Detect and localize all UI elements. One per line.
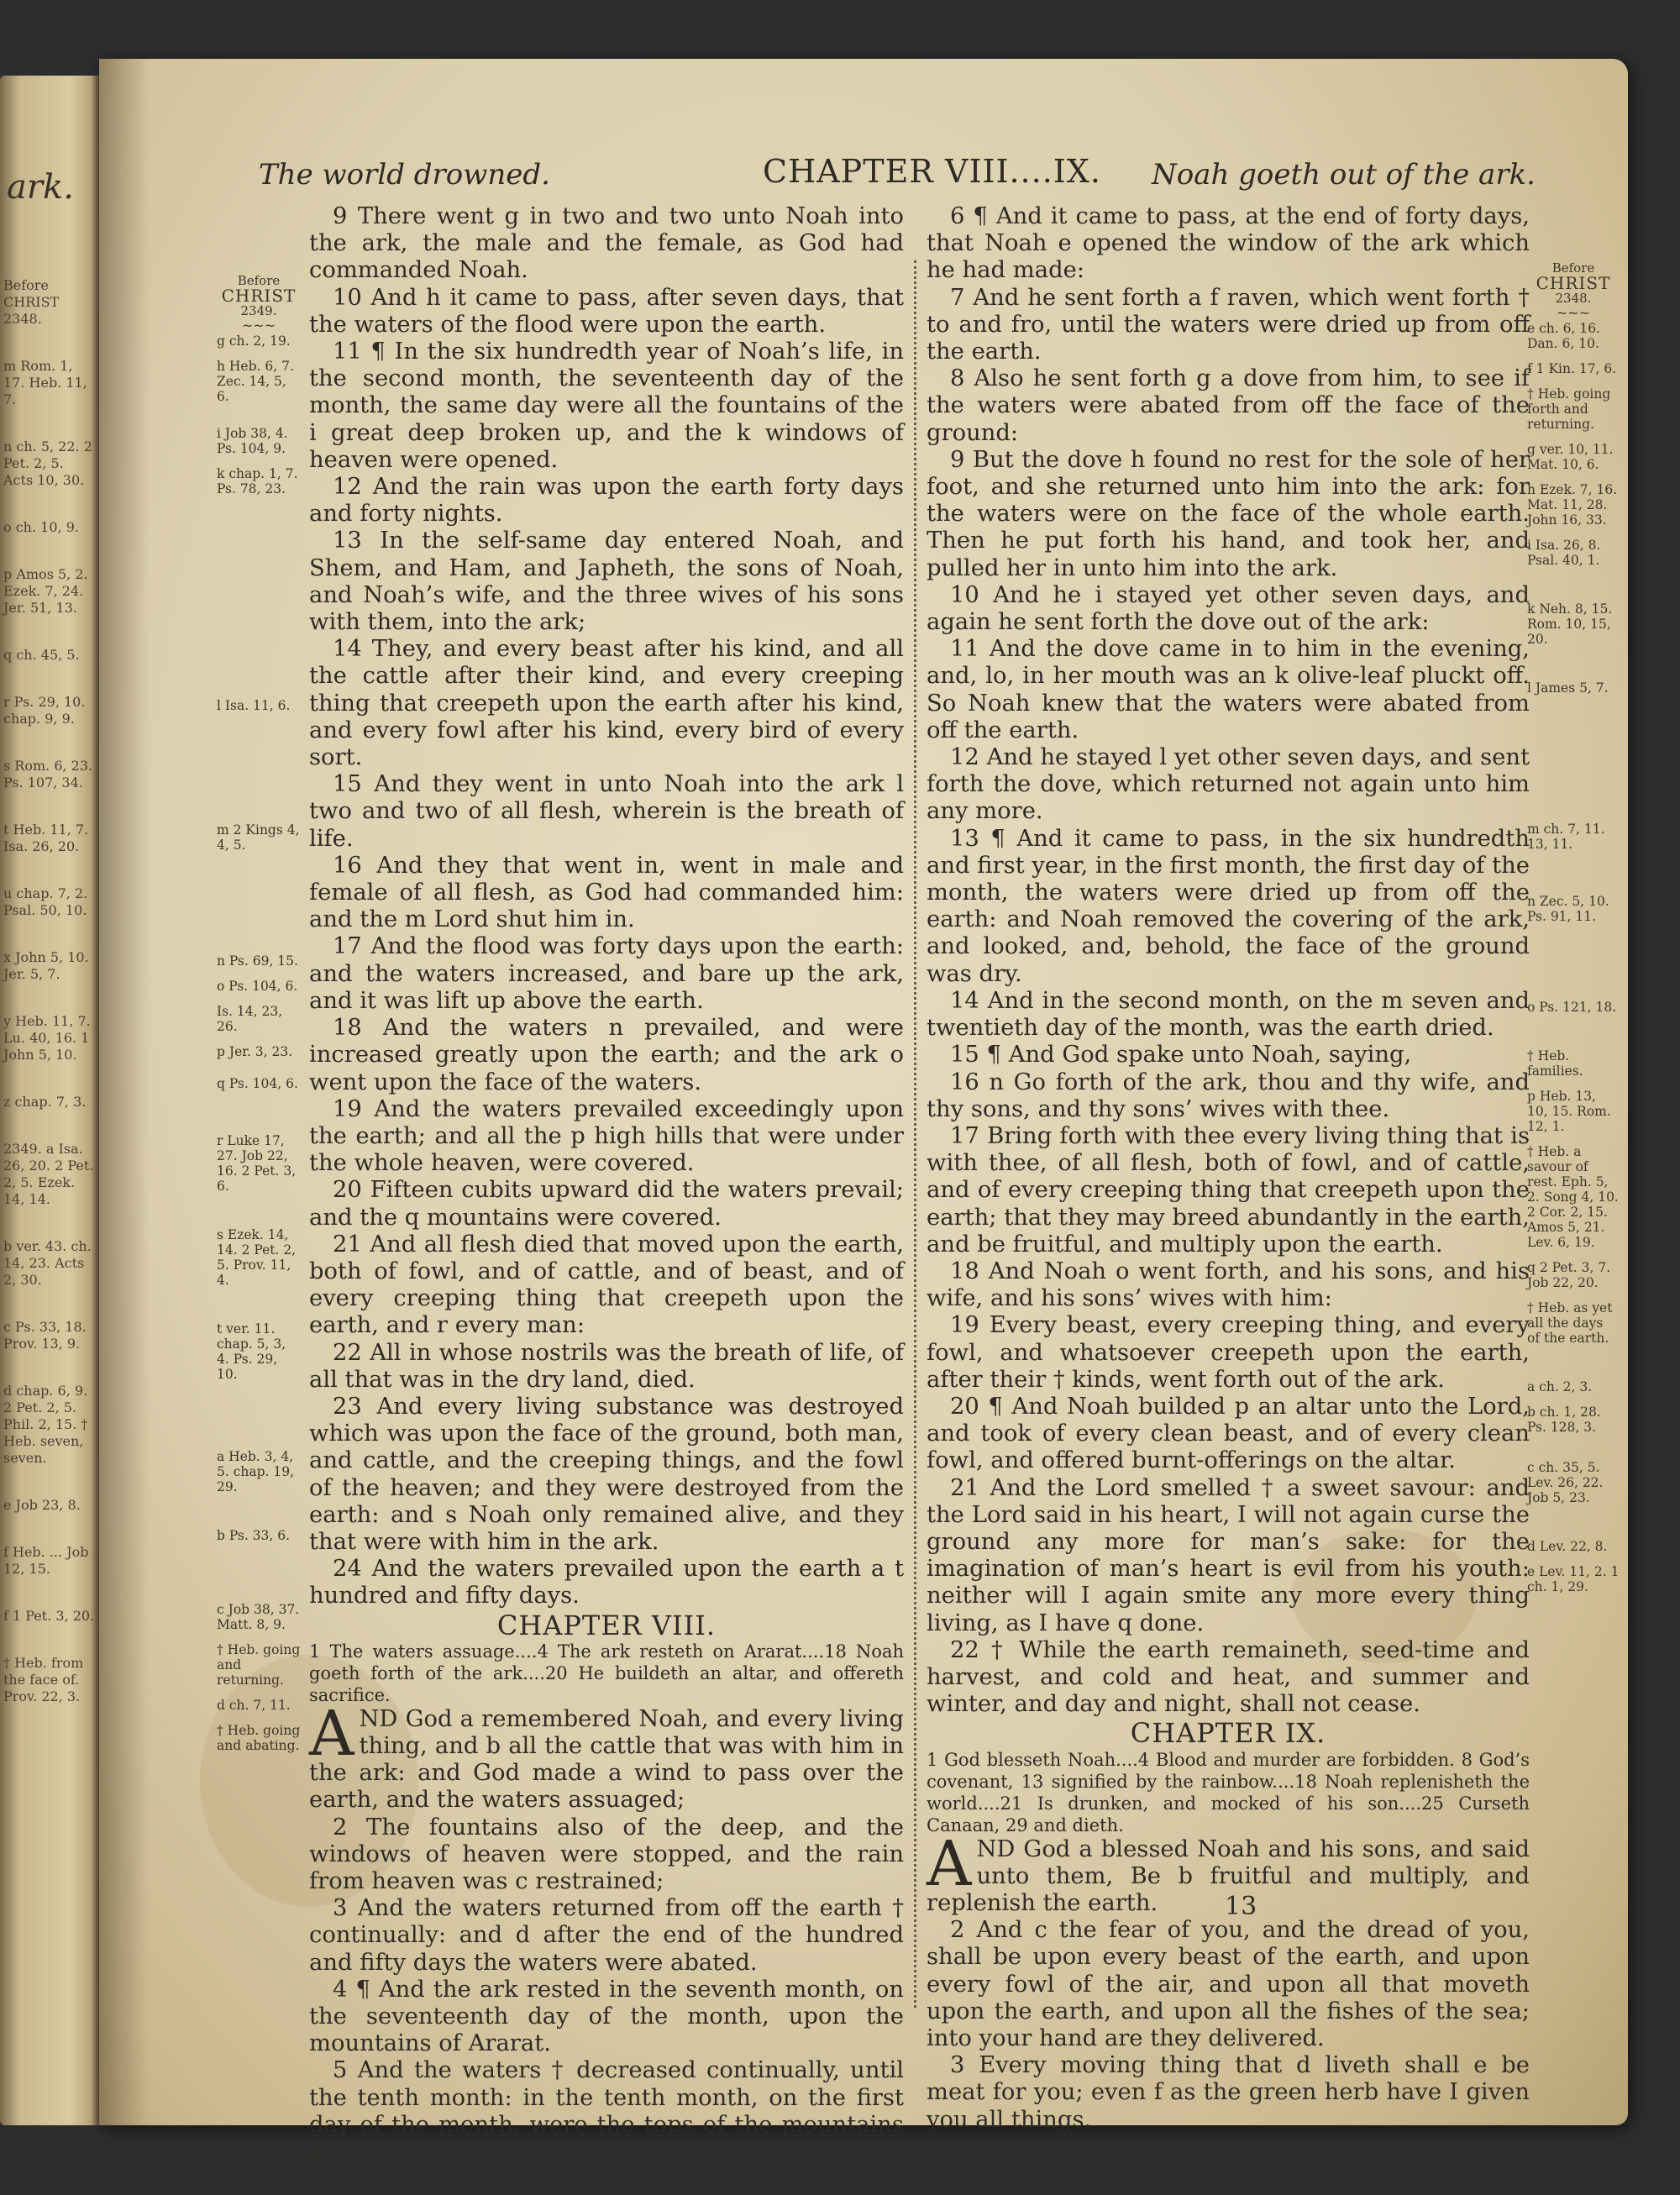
- before-christ-label: Before CHRIST 2349. ~~~: [217, 273, 301, 333]
- margin-note: q 2 Pet. 3, 7. Job 22, 20.: [1527, 1260, 1611, 1290]
- verse: 3 And the waters returned from off the earth † continually: and d after the end of the hundred and fifty days the waters were abated.: [309, 1895, 904, 1976]
- prev-note: x John 5, 10. Jer. 5, 7.: [3, 949, 89, 982]
- previous-page-notes: [3, 277, 96, 1736]
- running-head: [99, 153, 1628, 200]
- right-text-column: [927, 203, 1530, 2134]
- verse: 12 And he stayed l yet other seven days, and sent forth the dove, which returned not again unto him any more.: [927, 744, 1530, 825]
- prev-note: t Heb. 11, 7. Isa. 26, 20.: [3, 822, 89, 854]
- chapter-9-summary: 1 God blesseth Noah....4 Blood and murder are forbidden. 8 God’s covenant, 13 signified by the rainbow....18 Noah replenisheth the world....21 Is drunken, and mocked of his son....25 Curseth Canaan, 29 and dieth.: [927, 1749, 1530, 1835]
- verse: 10 And h it came to pass, after seven days, that the waters of the flood were upon the earth.: [309, 284, 904, 338]
- margin-note: f 1 Kin. 17, 6.: [1527, 361, 1617, 376]
- verse: 2 And c the fear of you, and the dread of you, shall be upon every beast of the earth, and upon every fowl of the air, and upon all that moveth upon the earth, and upon all the fishes of the sea; into your hand are they delivered.: [927, 1917, 1530, 2051]
- prev-note: n ch. 5, 22. 2 Pet. 2, 5. Acts 10, 30.: [3, 438, 92, 488]
- verse: 24 And the waters prevailed upon the earth a t hundred and fifty days.: [309, 1556, 904, 1609]
- verse: 14 And in the second month, on the m seven and twentieth day of the month, was the earth dried.: [927, 987, 1530, 1042]
- margin-note: c ch. 35, 5. Lev. 26, 22. Job 5, 23.: [1527, 1460, 1604, 1505]
- verse: 19 And the waters prevailed exceedingly upon the earth; and all the p high hills that were under the whole heaven, were covered.: [309, 1095, 904, 1177]
- margin-note: † Heb. as yet all the days of the earth.: [1527, 1300, 1613, 1346]
- prev-note: q ch. 45, 5.: [3, 647, 80, 663]
- margin-note: h Ezek. 7, 16. Mat. 11, 28. John 16, 33.: [1527, 482, 1618, 528]
- verse: 22 All in whose nostrils was the breath of life, of all that was in the dry land, died.: [309, 1339, 904, 1393]
- verse: 13 In the self-same day entered Noah, and Shem, and Ham, and Japheth, the sons of Noah, and Noah’s wife, and the three wives of his sons with them, into the ark;: [309, 528, 904, 636]
- prev-note: d chap. 6, 9. 2 Pet. 2, 5. Phil. 2, 15. † Heb. seven, seven.: [3, 1383, 88, 1466]
- margin-note: i Isa. 26, 8. Psal. 40, 1.: [1527, 538, 1601, 568]
- verse: 19 Every beast, every creeping thing, and every fowl, and whatsoever creepeth upon the earth, after their † kinds, went forth out of the ark.: [927, 1312, 1530, 1393]
- margin-note: s Ezek. 14, 14. 2 Pet. 2, 5. Prov. 11, 4.: [217, 1227, 297, 1288]
- prev-note: Before CHRIST 2348.: [3, 277, 60, 327]
- margin-note: † Heb. going and returning.: [217, 1642, 301, 1688]
- prev-note: f 1 Pet. 3, 20.: [3, 1608, 95, 1624]
- previous-page-header: ark.: [7, 168, 74, 207]
- verse: 5 And the waters † decreased continually, until the tenth month: in the tenth month, on the first day of the month, were the tops of the mountains seen.: [309, 2057, 904, 2166]
- margin-note: i Job 38, 4. Ps. 104, 9.: [217, 426, 288, 456]
- verse: 17 And the flood was forty days upon the earth: and the waters increased, and bare up the ark, and it was lift up above the earth.: [309, 933, 904, 1014]
- prev-note: r Ps. 29, 10. chap. 9, 9.: [3, 694, 86, 727]
- running-head-left: The world drowned.: [259, 158, 550, 192]
- bible-page: [99, 59, 1628, 2166]
- chapter-8-heading: CHAPTER VIII.: [496, 1609, 717, 1641]
- verse: 11 And the dove came in to him in the evening, and, lo, in her mouth was an k olive-leaf pluckt off. So Noah knew that the waters were abated from off the earth.: [927, 636, 1530, 743]
- verse: 21 And all flesh died that moved upon the earth, both of fowl, and of cattle, and of beast, and of every creeping thing that creepeth upon the earth, and r every man:: [309, 1231, 904, 1339]
- drop-cap: A: [927, 1827, 972, 1900]
- prev-note: † Heb. from the face of. Prov. 22, 3.: [3, 1655, 84, 1704]
- prev-note: u chap. 7, 2. Psal. 50, 10.: [3, 885, 88, 918]
- verse: 22 † While the earth remaineth, seed-time and harvest, and cold and heat, and summer and winter, and day and night, shall not cease.: [927, 1636, 1530, 1718]
- margin-note: r Luke 17, 27. Job 22, 16. 2 Pet. 3, 6.: [217, 1133, 297, 1194]
- prev-note: c Ps. 33, 18. Prov. 13, 9.: [3, 1319, 87, 1352]
- verse: 17 Bring forth with thee every living thing that is with thee, of all flesh, both of fowl, and of cattle, and of every creeping thing that creepeth upon the earth; that they may breed abundantly in the earth, and be fruitful, and multiply upon the earth.: [927, 1122, 1530, 1258]
- drop-cap: A: [309, 1697, 354, 1770]
- margin-note: o Ps. 104, 6.: [217, 979, 298, 994]
- verse: 12 And the rain was upon the earth forty days and forty nights.: [309, 474, 904, 528]
- margin-note: p Heb. 13, 10, 15. Rom. 12, 1.: [1527, 1089, 1611, 1134]
- margin-note: d Lev. 22, 8.: [1527, 1539, 1608, 1554]
- margin-note: b ch. 1, 28. Ps. 128, 3.: [1527, 1405, 1601, 1435]
- page-number: 13: [1225, 1892, 1257, 1921]
- margin-note: g ver. 10, 11. Mat. 10, 6.: [1527, 442, 1614, 472]
- margin-note: Is. 14, 23, 26.: [217, 1004, 283, 1034]
- left-text-column: [309, 203, 904, 2166]
- right-margin-notes: [1527, 260, 1620, 1604]
- margin-note: † Heb. going and abating.: [217, 1723, 301, 1753]
- running-head-right: Noah goeth out of the ark.: [1151, 158, 1536, 192]
- prev-note: z chap. 7, 3.: [3, 1094, 87, 1110]
- margin-note: t ver. 11. chap. 5, 3, 4. Ps. 29, 10.: [217, 1321, 286, 1382]
- margin-note: † Heb. a savour of rest. Eph. 5, 2. Song 4, 10. 2 Cor. 2, 15. Amos 5, 21. Lev. 6, 19.: [1527, 1144, 1619, 1250]
- verse: 10 And he i stayed yet other seven days, and again he sent forth the dove out of the ark:: [927, 581, 1530, 636]
- verse: 15 ¶ And God spake unto Noah, saying,: [950, 1042, 1412, 1069]
- chapter-8-summary: 1 The waters assuage....4 The ark resteth on Ararat....18 Noah goeth forth of the ark....20 He buildeth an altar, and offereth sacrifice.: [309, 1641, 904, 1705]
- verse: 8 Also he sent forth g a dove from him, to see if the waters were abated from off the face of the ground:: [927, 365, 1530, 446]
- prev-note: p Amos 5, 2. Ezek. 7, 24. Jer. 51, 13.: [3, 566, 88, 616]
- margin-note: e ch. 6, 16. Dan. 6, 10.: [1527, 321, 1600, 351]
- left-margin-notes: [217, 273, 301, 1763]
- margin-note: n Ps. 69, 15.: [217, 953, 298, 969]
- prev-note: o ch. 10, 9.: [3, 519, 79, 535]
- margin-note: q Ps. 104, 6.: [217, 1076, 298, 1091]
- margin-note: m ch. 7, 11. 13, 11.: [1527, 822, 1605, 852]
- previous-page-edge: [0, 76, 99, 2125]
- verse: 21 And the Lord smelled † a sweet savour: and the Lord said in his heart, I will not again curse the ground any more for man’s sake: for the imagination of man’s heart is evil from his youth: neither will I again smite any more every thing living, as I have q done.: [927, 1474, 1530, 1636]
- verse: 7 And he sent forth a f raven, which went forth † to and fro, until the waters were dried up from off the earth.: [927, 284, 1530, 365]
- margin-note: b Ps. 33, 6.: [217, 1528, 291, 1543]
- margin-note: c Job 38, 37. Matt. 8, 9.: [217, 1602, 300, 1632]
- verse: 2 The fountains also of the deep, and the windows of heaven were stopped, and the rain from heaven was c restrained;: [309, 1814, 904, 1894]
- margin-note: † Heb. going forth and returning.: [1527, 386, 1611, 432]
- chapter-9-heading: CHAPTER IX.: [1130, 1717, 1326, 1750]
- before-christ-label: Before CHRIST 2348. ~~~: [1527, 260, 1620, 321]
- margin-note: o Ps. 121, 18.: [1527, 1000, 1617, 1015]
- margin-note: g ch. 2, 19.: [217, 333, 291, 349]
- margin-note: d ch. 7, 11.: [217, 1698, 291, 1713]
- verse: 11 ¶ In the six hundredth year of Noah’s life, in the second month, the seventeenth day of the month, the same day were all the fountains of the i great deep broken up, and the k windows of heaven were opened.: [309, 339, 904, 473]
- prev-note: s Rom. 6, 23. Ps. 107, 34.: [3, 758, 93, 790]
- verse: 20 ¶ And Noah builded p an altar unto the Lord, and took of every clean beast, and of every clean fowl, and offered burnt-offerings on the altar.: [927, 1393, 1530, 1474]
- ornament-swirl-icon: ~~~: [1556, 305, 1591, 321]
- margin-note: l James 5, 7.: [1527, 680, 1609, 696]
- prev-note: f Heb. ... Job 12, 15.: [3, 1544, 89, 1577]
- verse: 16 n Go forth of the ark, thou and thy wife, and thy sons, and thy sons’ wives with thee.: [927, 1069, 1530, 1122]
- prev-note: 2349. a Isa. 26, 20. 2 Pet. 2, 5. Ezek. 14, 14.: [3, 1141, 94, 1207]
- prev-note: m Rom. 1, 17. Heb. 11, 7.: [3, 358, 87, 407]
- verse: AND God a blessed Noah and his sons, and said unto them, Be b fruitful and multiply, and replenish the earth.: [927, 1827, 1530, 1916]
- verse: 14 They, and every beast after his kind, and all the cattle after their kind, and every creeping thing that creepeth upon the earth after his kind, and every fowl after his kind, every bird of every sort.: [309, 636, 904, 771]
- verse: 13 ¶ And it came to pass, in the six hundredth and first year, in the first month, the first day of the month, the waters were dried up from off the earth: and Noah removed the covering of the ark, and looked, and, behold, the face of the ground was dry.: [927, 825, 1530, 987]
- column-divider: [914, 260, 916, 2008]
- verse: 9 But the dove h found no rest for the sole of her foot, and she returned unto him into the ark: for the waters were on the face of the whole earth. Then he put forth his hand, and took her, and pulled her in unto him into the ark.: [927, 446, 1530, 581]
- ornament-swirl-icon: ~~~: [241, 318, 276, 333]
- margin-note: k Neh. 8, 15. Rom. 10, 15, 20.: [1527, 601, 1613, 647]
- margin-note: p Jer. 3, 23.: [217, 1044, 293, 1059]
- verse: 20 Fifteen cubits upward did the waters prevail; and the q mountains were covered.: [309, 1177, 904, 1231]
- verse: 6 ¶ And it came to pass, at the end of forty days, that Noah e opened the window of the ark which he had made:: [927, 203, 1530, 284]
- margin-note: n Zec. 5, 10. Ps. 91, 11.: [1527, 894, 1609, 924]
- prev-note: e Job 23, 8.: [3, 1497, 81, 1513]
- verse: 18 And Noah o went forth, and his sons, and his wife, and his sons’ wives with him:: [927, 1258, 1530, 1312]
- prev-note: y Heb. 11, 7. Lu. 40, 16. 1 John 5, 10.: [3, 1013, 91, 1063]
- verse: 9 There went g in two and two unto Noah into the ark, the male and the female, as God had commanded Noah.: [309, 203, 904, 284]
- margin-note: l Isa. 11, 6.: [217, 698, 291, 713]
- margin-note: e Lev. 11, 2. 1 ch. 1, 29.: [1527, 1564, 1620, 1594]
- margin-note: a ch. 2, 3.: [1527, 1379, 1593, 1394]
- verse: 23 And every living substance was destroyed which was upon the face of the ground, both man, and cattle, and the creeping things, and the fowl of the heaven; and they were destroyed from the earth: and s Noah only remained alive, and they that were with him in the ark.: [309, 1393, 904, 1555]
- margin-note: a Heb. 3, 4, 5. chap. 19, 29.: [217, 1449, 295, 1494]
- margin-note: † Heb. families.: [1527, 1048, 1583, 1079]
- verse: 4 ¶ And the ark rested in the seventh month, on the seventeenth day of the month, upon the mountains of Ararat.: [309, 1976, 904, 2057]
- verse: 3 Every moving thing that d liveth shall e be meat for you; even f as the green herb have I given you all things.: [927, 2052, 1530, 2133]
- verse: 16 And they that went in, went in male and female of all flesh, as God had commanded him: and the m Lord shut him in.: [309, 852, 904, 933]
- margin-note: m 2 Kings 4, 4, 5.: [217, 822, 300, 853]
- verse: 18 And the waters n prevailed, and were increased greatly upon the earth; and the ark o went upon the face of the waters.: [309, 1015, 904, 1095]
- verse: AND God a remembered Noah, and every living thing, and b all the cattle that was with him in the ark: and God made a wind to pass over the earth, and the waters assuaged;: [309, 1697, 904, 1814]
- prev-note: b ver. 43. ch. 14, 23. Acts 2, 30.: [3, 1238, 92, 1288]
- margin-note: k chap. 1, 7. Ps. 78, 23.: [217, 466, 298, 496]
- running-head-chapter: CHAPTER VIII....IX.: [763, 153, 1101, 190]
- verse: 15 And they went in unto Noah into the ark l two and two of all flesh, wherein is the breath of life.: [309, 771, 904, 852]
- margin-note: h Heb. 6, 7. Zec. 14, 5, 6.: [217, 359, 294, 404]
